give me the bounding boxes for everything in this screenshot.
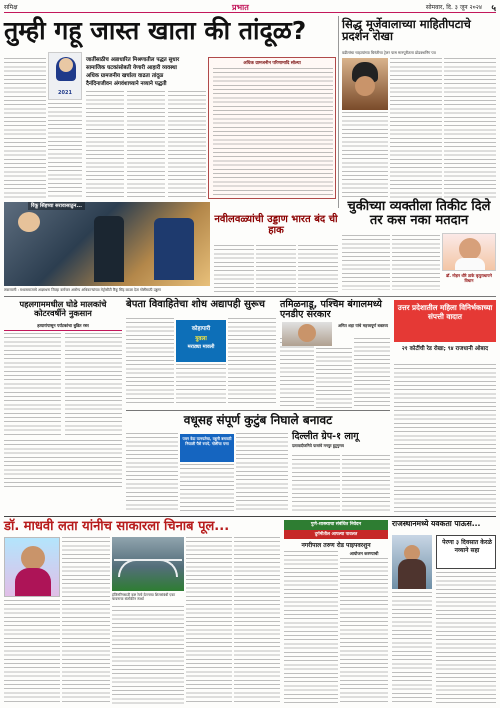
votes-photo	[442, 233, 496, 271]
family-body-col2	[180, 464, 234, 513]
bridge-arch-icon	[118, 559, 178, 577]
moosewala-dek: वडीलांचा चाहत्यांच्या बिनंतीचा ट्रेलर पास मानपुरीतला प्रोडक्शनिंग पत्र	[342, 50, 436, 55]
section-rule	[4, 296, 496, 297]
tamil-body-col1	[280, 338, 314, 408]
inset-body	[213, 68, 333, 196]
up-banner	[394, 300, 496, 342]
ponies-body-col3	[4, 440, 122, 490]
pune-sub: आयोजन करण्याची	[349, 551, 379, 556]
pune-strip	[284, 520, 388, 530]
chenab-body-col1	[4, 600, 60, 704]
lead-inset-box	[208, 57, 336, 199]
column-rule	[338, 16, 339, 208]
section-name: समिक्ष	[4, 4, 18, 11]
ponies-headline: पहलगाममधील घोडे मालकांचे कोटरवर्षीने नुकसान	[19, 299, 107, 318]
lead-bullet: सामाजिक घटकांसोबती येणारी आहारी व्यवस्था	[86, 65, 177, 71]
pune-sub-strip	[284, 530, 388, 539]
missing-badge	[176, 320, 226, 362]
chenab-bridge-photo	[112, 537, 184, 591]
up-banner-text: उत्तर प्रदेशातील महिला विनिर्भकाच्या संपत्ती वादात	[397, 303, 493, 321]
lead-photo	[4, 202, 210, 286]
kerala-box-text: पेरणा ३ दिवसात केरळे नव्याने सहा	[442, 539, 492, 554]
face-icon	[459, 238, 481, 260]
grap-sub: दलावादीजनिये पासांचे मनपुर हुटुगुणव	[292, 443, 344, 448]
moosewala-body-col1	[390, 58, 442, 198]
flight-body-col1	[214, 245, 254, 293]
bridge-deck-icon	[114, 559, 182, 561]
page-number: ५	[491, 4, 496, 14]
chenab-body-col5	[234, 537, 280, 704]
chenab-body-col2	[62, 537, 110, 704]
rajasthan-photo	[392, 535, 432, 589]
missing-body-col2	[176, 364, 226, 406]
up-sub: २१ कोटींची रेड रोखा; ९४ राजधानी ओबाद	[401, 346, 489, 352]
rajasthan-headline: राजस्थानमध्ये यवकता पाऊस...	[392, 519, 481, 528]
ponies-sub: हत्यारांपासून पर्यटकांचा बुडित रस्त	[4, 323, 122, 331]
kerala-box	[436, 535, 496, 569]
badge-text: पवन वेदा यत्नयतेचा, वहुनी बनावटी निघाली पैसे रुपये, गोष्टींचा पत्ता	[182, 436, 232, 446]
family-body-col1	[126, 433, 178, 513]
lead-headline: तुम्ही गहू जास्त खाता की तांदूळ?	[4, 16, 307, 45]
chenab-caption: इंजिनरिंगसाठी कष्ट रेल्वे वेतनाचा शिलसंबंधी एका चायनाचा संलोकीन स्पर्धा	[112, 593, 176, 602]
chenab-body-col3	[112, 606, 184, 704]
badge-line: कोहापारी	[191, 326, 211, 332]
tamil-headline: तमिळनाडू, पश्चिम बंगालमध्ये एनडीए सरकार	[280, 299, 382, 320]
missing-body-col1	[126, 318, 174, 406]
flight-body-col2	[256, 245, 296, 293]
grap-body-col1	[292, 455, 340, 513]
face-icon	[21, 546, 45, 570]
moosewala-headline: सिद्ध मूर्जेवालाच्या माहितीपटाचे प्रदर्शन रोखा	[342, 17, 471, 44]
section-rule	[126, 410, 390, 411]
pune-headline: नगरीपाल तरुण रोड पाइपवरशुन	[301, 542, 371, 549]
votes-body-col2	[392, 235, 440, 290]
person-icon	[18, 212, 40, 232]
player-icon	[154, 218, 194, 280]
family-badge	[180, 434, 234, 462]
badge-line: युवला	[195, 336, 207, 342]
photo-label: रिंकू सिंहच्या सरावासाठुन...	[28, 202, 85, 210]
lead-bullet: जातींसाठीच अन्नाधारित मिश्रणातील पद्धत सुधार	[86, 57, 180, 63]
lead-body-col2	[48, 103, 82, 198]
lead-bullet: दैनंदिनाजीवन अंगवंशाच्याने नव्याने पद्धती	[86, 81, 167, 87]
player-icon	[94, 216, 124, 282]
face-icon	[355, 76, 375, 96]
votes-body-col1	[342, 235, 390, 290]
chenab-portrait	[4, 537, 60, 597]
missing-body-col3	[228, 318, 276, 406]
family-headline: वधूसह संपूर्ण कुटुंब निघाले बनावट	[183, 413, 333, 427]
chenab-headline: डॉ. माधवी लता यांनीच साकारला चिनाब पूल...	[4, 519, 230, 534]
ponies-body-col1	[4, 333, 61, 437]
pune-body-col2	[340, 558, 388, 704]
saree-icon	[15, 568, 51, 597]
lead-inset-graphic	[48, 52, 82, 100]
moosewala-body-col2	[444, 58, 496, 198]
section-rule	[4, 516, 496, 517]
rajasthan-body-col1	[392, 592, 432, 704]
family-body-col3	[236, 433, 288, 513]
votes-headline: चुकीच्या व्यक्तीला तिकीट दिले तर कस नका मतदान	[347, 199, 491, 228]
inset-heading: अधिक ग्रामजनीन परिणामादि सोल्या	[243, 61, 301, 66]
ponies-body-col2	[65, 333, 122, 437]
masthead	[4, 2, 496, 13]
tamil-sub: अमित शहा यांचे महत्त्वपूर्ण बक्तव्य	[338, 323, 388, 328]
strip-text: पुणे-शास्त्र्याचा संबंधित निवेदन	[310, 522, 362, 527]
lead-body-col1	[4, 58, 46, 198]
chenab-body-col4	[186, 537, 232, 704]
inset-badge: 2021	[58, 90, 72, 96]
grap-body-col2	[342, 455, 390, 513]
sub-strip-text: दुर्गमीतील आपल्या पावलत	[314, 532, 358, 537]
up-body	[394, 364, 496, 514]
grap-headline: दिल्लीत ग्रेप-१ लागू	[292, 431, 359, 442]
missing-bride-headline: बेपता विवाहितेचा शोध अद्यापही सुरूच	[126, 299, 265, 310]
face-icon	[59, 58, 73, 72]
badge-line: मराठ्या मावली	[187, 344, 215, 350]
pune-body-col1	[284, 551, 338, 704]
lead-bullet: अधिक ग्रामजनीय खर्चाला वाढता तांदूळ	[86, 73, 164, 79]
moosewala-photo	[342, 58, 388, 110]
lead-body-col3	[86, 91, 124, 199]
votes-byline: डॉ. मोहन धौरे ठाके कृपुराधायने विधान	[446, 273, 492, 283]
lead-body-col4	[127, 91, 165, 199]
issue-date: सोमवार, दि. ३ जून २०२४	[425, 4, 482, 11]
tamil-body-col2	[316, 348, 352, 408]
shirt-icon	[455, 258, 485, 271]
rajasthan-body-col2	[436, 572, 496, 704]
brand-logo: प्रभात	[232, 3, 249, 12]
flight-body-col3	[298, 245, 338, 293]
tamil-body-col3	[354, 338, 390, 408]
photo-caption: लवामवनी : मध्यसमाजाचे आज्ञाधना जिल्हा कर्मचार आरोग्य अधिकाऱ्यांच्या मेट्रोसीटी रिंकू सिंह काळा देता गोष्टीसाठी उड्डाण	[4, 288, 162, 292]
tamil-photo	[282, 322, 332, 346]
face-icon	[298, 324, 316, 342]
body-icon	[398, 559, 426, 589]
moosewala-body-col3	[342, 112, 388, 198]
flight-headline: नवीलवळ्यांची उड्डाण भारत बंद ची हाक	[214, 214, 338, 236]
lead-body-col5	[168, 91, 206, 199]
